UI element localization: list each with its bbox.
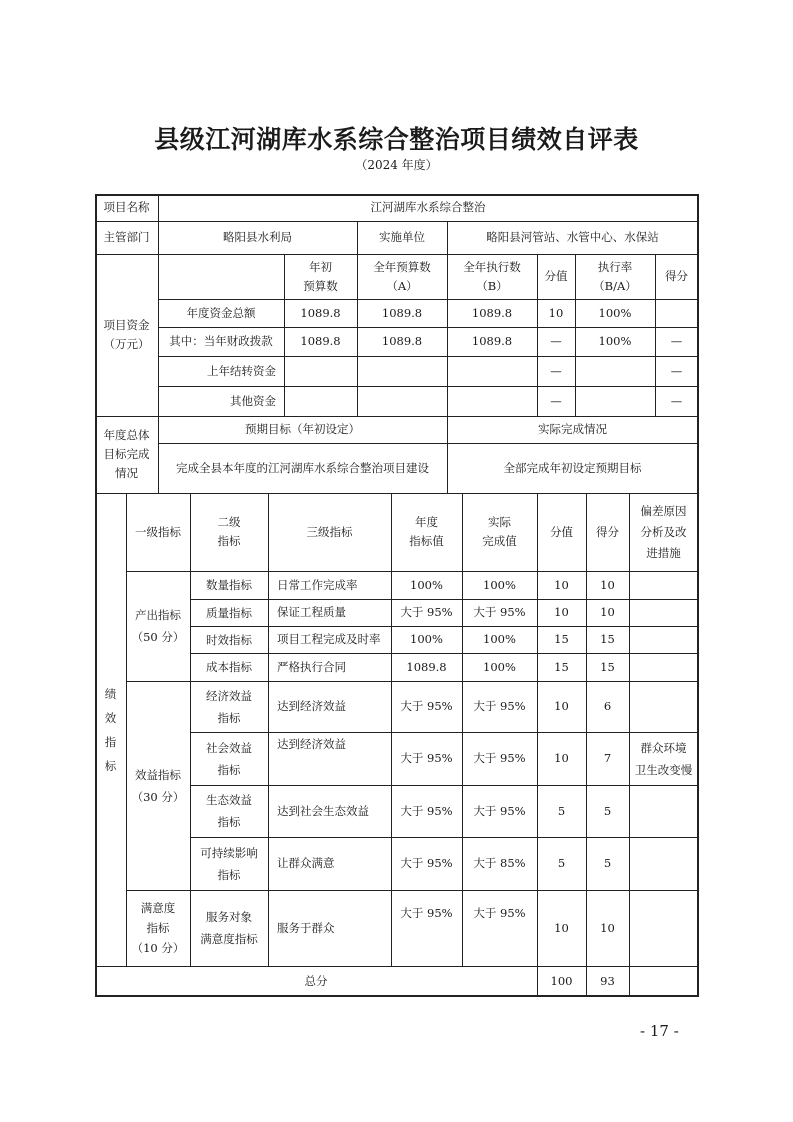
document-title: 县级江河湖库水系综合整治项目绩效自评表 (154, 125, 639, 154)
goals-label-line: 情况 (115, 466, 138, 480)
fund-row-budget: 1089.8 (381, 305, 423, 320)
document-subtitle: （2024 年度） (355, 158, 438, 172)
perf-row-value: 5 (557, 803, 566, 818)
page-number: - 17 - (640, 1022, 679, 1040)
header-text: 预算数 (303, 278, 338, 293)
header-text: 进措施 (646, 545, 681, 560)
fund-row-exec: 1089.8 (471, 334, 513, 348)
perf-header-value: 分值 (550, 524, 573, 539)
fund-row-budget (357, 356, 447, 386)
side-char: 指 (104, 734, 117, 749)
side-char: 效 (104, 710, 117, 725)
perf-row-score: 10 (600, 577, 615, 592)
header-text: 分析及改 (640, 524, 687, 539)
perf-row-target: 大于 95% (400, 751, 453, 765)
fund-row-name: 其他资金 (230, 393, 276, 408)
perf-row-value: 10 (554, 920, 569, 935)
cell-text-line: 指标 (217, 710, 241, 725)
fund-row-budget: 1089.8 (381, 334, 423, 348)
perf-row-level2 (190, 890, 268, 966)
actual-goal-value: 全部完成年初设定预期目标 (503, 460, 642, 475)
perf-row-level2 (190, 785, 268, 837)
perf-row-reason (629, 732, 698, 785)
fund-row-exec (447, 386, 537, 416)
perf-row-actual: 大于 95% (473, 751, 526, 765)
header-text: （A） (386, 278, 418, 293)
perf-row-target: 大于 95% (400, 699, 453, 713)
group-output (126, 571, 190, 681)
header-text: 年初 (309, 259, 332, 274)
cell-text-line: 满意度指标 (200, 932, 258, 946)
expected-goal-value: 完成全县本年度的江河湖库水系综合整治项目建设 (176, 460, 429, 475)
perf-row-level2 (190, 681, 268, 732)
header-text: 全年预算数 (373, 259, 431, 274)
impl-label: 实施单位 (379, 230, 425, 244)
fund-row-score (655, 299, 698, 327)
perf-row-score: 15 (600, 632, 615, 646)
perf-row-level2 (190, 653, 268, 681)
header-text: 指标 (217, 534, 241, 548)
group-satisfaction (126, 890, 190, 966)
perf-row-level2 (190, 732, 268, 785)
cell-text-line: 指标 (217, 867, 241, 882)
header-text: 偏差原因 (640, 503, 687, 518)
perf-row-score: 15 (600, 659, 615, 674)
perf-row-level3: 达到社会生态效益 (277, 803, 369, 818)
group-label-line: （50 分） (131, 630, 185, 644)
perf-row-level2 (190, 571, 268, 599)
perf-header-actual (462, 493, 537, 571)
perf-row-actual: 大于 95% (473, 803, 526, 818)
goals-label-line: 目标完成 (103, 447, 150, 461)
group-label-line: 效益指标 (135, 767, 181, 782)
cell-text-line: 生态效益 (206, 793, 252, 807)
perf-row-level3: 项目工程完成及时率 (277, 632, 381, 646)
fund-row-score: — (670, 393, 683, 408)
perf-row-actual: 大于 95% (473, 906, 526, 920)
perf-row-reason (629, 599, 698, 626)
group-label-line: 指标 (146, 921, 170, 935)
performance-side-label (95, 493, 126, 966)
fund-row-value: — (550, 363, 562, 378)
actual-goal-header: 实际完成情况 (538, 422, 607, 436)
perf-row-score: 5 (603, 856, 612, 870)
header-text: （B） (476, 278, 508, 293)
cell-text-line: 成本指标 (206, 660, 252, 674)
perf-row-value: 10 (554, 699, 569, 713)
perf-row-reason (629, 626, 698, 653)
perf-row-target: 1089.8 (406, 659, 447, 674)
dept-label: 主管部门 (103, 230, 150, 244)
funds-header-initial (284, 254, 357, 299)
total-score: 93 (600, 973, 615, 988)
perf-row-level3: 严格执行合同 (277, 659, 346, 674)
funds-label-line1: 项目资金 (103, 318, 150, 332)
perf-row-level3: 日常工作完成率 (277, 577, 358, 592)
group-benefit (126, 681, 190, 890)
perf-row-reason (629, 837, 698, 890)
fund-row-initial: 1089.8 (300, 334, 341, 348)
group-label-line: 产出指标 (135, 608, 181, 622)
header-text: 二级 (217, 515, 241, 529)
fund-row-rate: 100% (598, 334, 632, 348)
side-char: 标 (104, 758, 117, 773)
cell-text-line: 服务对象 (206, 910, 252, 924)
perf-row-level2 (190, 626, 268, 653)
perf-row-score: 10 (600, 920, 615, 935)
funds-header-rate (575, 254, 655, 299)
perf-row-target: 大于 95% (400, 803, 453, 818)
impl-value: 略阳县河管站、水管中心、水保站 (486, 230, 659, 244)
perf-row-actual: 大于 95% (473, 699, 526, 713)
fund-row-rate (575, 356, 655, 386)
fund-row-score: — (670, 334, 683, 348)
goals-label-line: 年度总体 (103, 428, 150, 442)
perf-row-target: 大于 95% (400, 856, 453, 870)
fund-row-exec (447, 356, 537, 386)
cell-text-line: 数量指标 (206, 578, 252, 592)
perf-header-score: 得分 (596, 524, 619, 539)
perf-row-score: 5 (603, 803, 612, 818)
funds-label-line2: （万元） (103, 337, 150, 351)
header-text: 实际 (488, 515, 511, 529)
fund-row-value: 10 (548, 305, 564, 320)
perf-row-value: 5 (557, 856, 566, 870)
cell-text-line: 社会效益 (206, 740, 252, 755)
perf-row-reason (629, 681, 698, 732)
perf-header-level1: 一级指标 (135, 524, 181, 539)
perf-row-level3: 达到经济效益 (277, 737, 346, 751)
group-label-line: （30 分） (131, 789, 185, 804)
header-text: 全年执行数 (463, 259, 521, 274)
perf-row-value: 15 (554, 632, 569, 646)
perf-row-score: 10 (600, 605, 615, 619)
funds-header-exec (447, 254, 537, 299)
perf-row-actual: 100% (483, 659, 516, 674)
total-reason (629, 966, 698, 996)
fund-row-rate (575, 386, 655, 416)
perf-row-reason (629, 571, 698, 599)
funds-header-value: 分值 (544, 269, 568, 283)
fund-row-value: — (550, 393, 562, 408)
cell-text-line: 指标 (217, 815, 241, 829)
cell-text-line: 经济效益 (206, 688, 252, 703)
fund-row-budget (357, 386, 447, 416)
cell-text-line: 卫生改变慢 (634, 762, 693, 777)
project-name-label: 项目名称 (103, 200, 150, 214)
fund-row-initial (284, 386, 357, 416)
perf-row-level3: 让群众满意 (277, 856, 335, 870)
header-text: 年度 (415, 515, 438, 529)
perf-row-target: 大于 95% (400, 906, 453, 920)
cell-text-line: 指标 (217, 762, 241, 777)
perf-row-actual: 大于 85% (473, 856, 526, 870)
perf-header-level2 (190, 493, 268, 571)
total-value: 100 (550, 973, 573, 988)
perf-row-level2 (190, 837, 268, 890)
fund-row-initial (284, 356, 357, 386)
perf-row-target: 100% (410, 632, 443, 646)
perf-row-reason (629, 890, 698, 966)
cell-text-line: 可持续影响 (200, 845, 258, 860)
group-label-line: 满意度 (140, 901, 176, 915)
perf-row-reason (629, 653, 698, 681)
fund-row-value: — (550, 334, 562, 348)
total-label: 总分 (304, 973, 328, 988)
cell-text-line: 群众环境 (640, 740, 687, 755)
cell-text-line: 时效指标 (206, 632, 252, 647)
perf-row-value: 10 (554, 605, 569, 619)
expected-goal-header: 预期目标（年初设定） (245, 422, 360, 436)
perf-row-level3: 保证工程质量 (277, 605, 346, 619)
perf-row-level3: 达到经济效益 (277, 699, 346, 713)
perf-row-value: 15 (554, 659, 569, 674)
fund-row-score: — (670, 363, 683, 378)
funds-label (95, 254, 158, 416)
perf-row-target: 大于 95% (400, 605, 453, 619)
perf-row-actual: 100% (483, 632, 516, 646)
funds-header-budget (357, 254, 447, 299)
perf-row-value: 10 (554, 577, 569, 592)
group-label-line: （10 分） (131, 941, 185, 955)
perf-row-target: 100% (410, 577, 443, 592)
project-name-value: 江河湖库水系综合整治 (370, 200, 486, 214)
cell-text-line: 质量指标 (206, 605, 252, 620)
fund-row-name: 上年结转资金 (207, 363, 276, 378)
fund-row-name: 年度资金总额 (186, 305, 256, 320)
perf-header-target (391, 493, 462, 571)
perf-row-reason (629, 785, 698, 837)
perf-row-value: 10 (554, 751, 569, 765)
side-char: 绩 (104, 686, 117, 701)
goals-label (95, 416, 158, 493)
header-text: 指标值 (409, 534, 444, 548)
fund-row-exec: 1089.8 (471, 305, 513, 320)
perf-row-actual: 100% (483, 577, 516, 592)
perf-row-level2 (190, 599, 268, 626)
perf-row-level3: 服务于群众 (277, 920, 335, 935)
fund-row-name: 其中：当年财政拨款 (169, 334, 273, 348)
fund-row-rate: 100% (598, 305, 632, 320)
funds-header-score: 得分 (665, 269, 688, 283)
perf-row-score: 7 (603, 751, 612, 765)
fund-row-initial: 1089.8 (300, 305, 341, 320)
perf-header-reason (629, 493, 698, 571)
dept-value: 略阳县水利局 (223, 230, 292, 244)
perf-row-actual: 大于 95% (473, 605, 526, 619)
header-text: 执行率 (597, 259, 633, 274)
header-text: 完成值 (482, 534, 517, 548)
perf-header-level3: 三级指标 (306, 524, 353, 539)
header-text: （B/A） (593, 278, 637, 293)
perf-row-score: 6 (603, 699, 612, 713)
